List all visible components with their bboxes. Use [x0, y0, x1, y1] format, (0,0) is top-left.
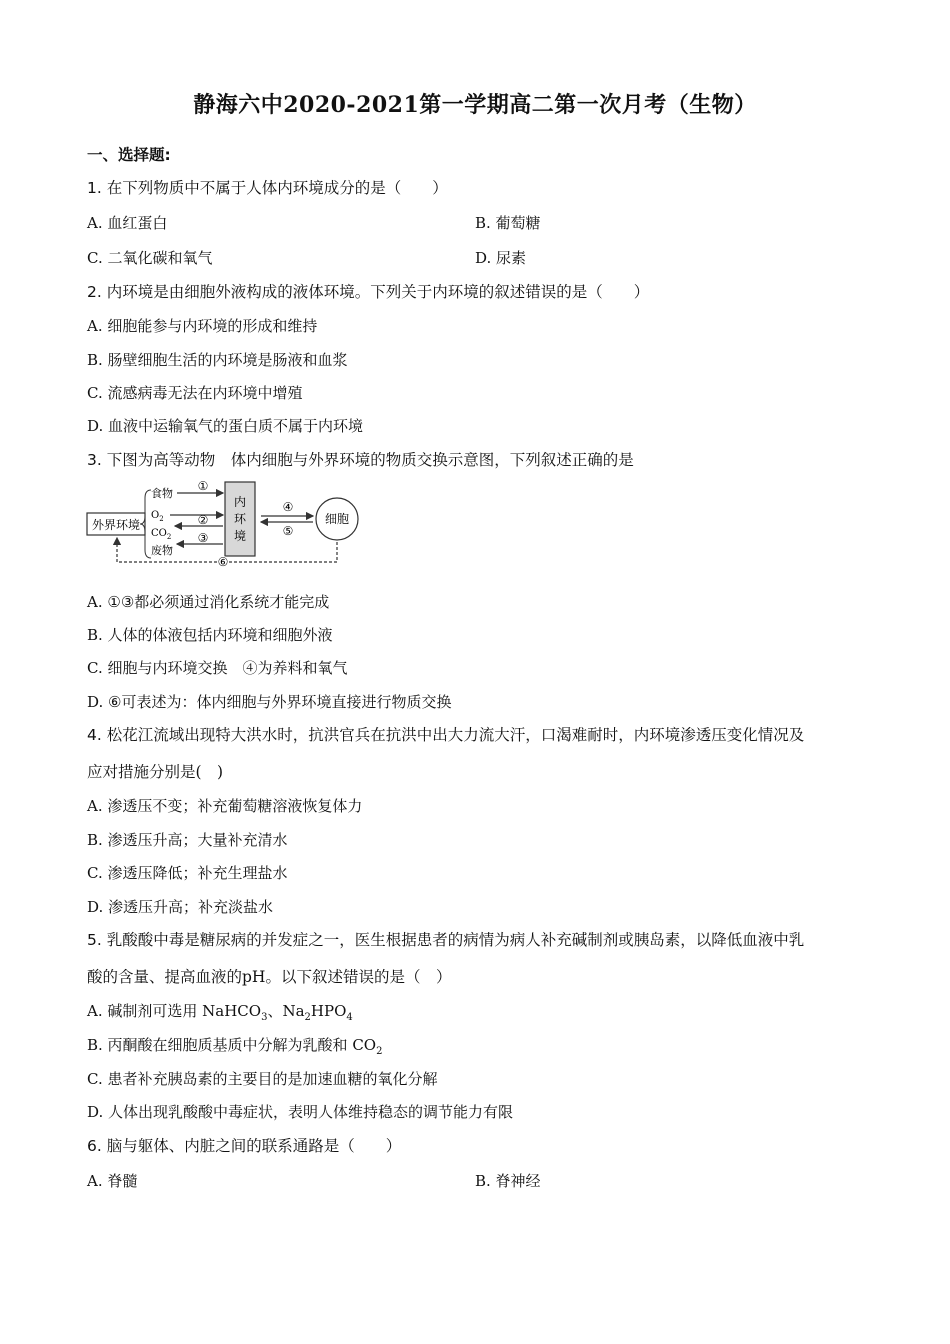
- question-2: [87, 282, 649, 302]
- question-number: 2.: [87, 283, 102, 301]
- option-b: B. 渗透压升高；大量补充清水: [87, 831, 288, 849]
- question-4: [87, 725, 804, 745]
- question-number: 6.: [87, 1137, 102, 1155]
- option-d: D. 渗透压升高；补充淡盐水: [87, 898, 274, 916]
- option-b: B. 葡萄糖: [475, 214, 541, 232]
- option-c: C. 流感病毒无法在内环境中增殖: [87, 384, 303, 402]
- option-b: B. 丙酮酸在细胞质基质中分解为乳酸和 $CO_2$: [87, 1036, 383, 1057]
- page-title: 静海六中2020-2021第一学期高二第一次月考（生物）: [193, 92, 757, 118]
- question-number: 1.: [87, 179, 102, 197]
- option-b: B. 人体的体液包括内环境和细胞外液: [87, 626, 333, 644]
- option-b: B. 脊神经: [475, 1172, 541, 1190]
- option-d: D. 血液中运输氧气的蛋白质不属于内环境: [87, 417, 364, 435]
- question-stem: 脑与躯体、内脏之间的联系通路是（ ）: [106, 1137, 402, 1155]
- option-d: D. ⑥可表述为：体内细胞与外界环境直接进行物质交换: [87, 693, 452, 711]
- cell-label: 细胞: [324, 512, 350, 526]
- option-a: A. ①③都必须通过消化系统才能完成: [87, 593, 330, 611]
- question-6: [87, 1136, 401, 1156]
- option-a: A. 血红蛋白: [87, 214, 168, 232]
- question-stem: 松花江流域出现特大洪水时，抗洪官兵在抗洪中出大力流大汗，口渴难耐时，内环境渗透压变化情况及: [106, 726, 805, 744]
- internal-env-char: 环: [233, 512, 247, 526]
- question-number: 5.: [87, 931, 102, 949]
- question-stem: 在下列物质中不属于人体内环境成分的是（ ）: [106, 179, 448, 197]
- question-number: 4.: [87, 726, 102, 744]
- question-stem: 内环境是由细胞外液构成的液体环境。下列关于内环境的叙述错误的是（ ）: [106, 283, 650, 301]
- co2-label: $CO_2$: [151, 528, 172, 541]
- section-heading: 一、选择题:: [87, 146, 171, 164]
- internal-env-char: 内: [233, 495, 247, 509]
- option-a: A. 渗透压不变；补充葡萄糖溶液恢复体力: [87, 797, 363, 815]
- question-number: 3.: [87, 451, 102, 469]
- marker-6: ⑥: [217, 555, 229, 569]
- option-d: D. 人体出现乳酸酸中毒症状，表明人体维持稳态的调节能力有限: [87, 1103, 514, 1121]
- question-4-stem-cont: 应对措施分别是( ): [87, 763, 224, 781]
- marker-5: ⑤: [282, 524, 294, 538]
- marker-1: ①: [197, 479, 209, 493]
- option-a: A. 脊髓: [87, 1172, 138, 1190]
- marker-2: ②: [197, 513, 209, 527]
- marker-4: ④: [282, 500, 294, 514]
- option-c: C. 渗透压降低；补充生理盐水: [87, 864, 288, 882]
- option-c: C. 二氧化碳和氧气: [87, 249, 213, 267]
- option-a: A. 碱制剂可选用 NaHCO$_3$、$Na_2HPO_4$: [87, 1002, 353, 1023]
- question-1: [87, 178, 448, 198]
- option-c: C. 患者补充胰岛素的主要目的是加速血糖的氧化分解: [87, 1070, 438, 1088]
- question-5: [87, 930, 804, 950]
- o2-label: $O_2$: [151, 510, 164, 523]
- question-3: [87, 450, 634, 470]
- question-5-stem-cont: 酸的含量、提高血液的pH。以下叙述错误的是（ ）: [87, 968, 452, 986]
- exchange-diagram: [85, 478, 365, 570]
- option-a: A. 细胞能参与内环境的形成和维持: [87, 317, 318, 335]
- internal-env-char: 境: [233, 529, 247, 543]
- marker-3: ③: [197, 531, 209, 545]
- food-label: 食物: [151, 487, 173, 500]
- outer-environment-label: 外界环境: [91, 518, 141, 532]
- waste-label: 废物: [151, 544, 173, 557]
- option-c: C. 细胞与内环境交换 ④为养料和氧气: [87, 659, 348, 677]
- question-stem: 下图为高等动物 体内细胞与外界环境的物质交换示意图，下列叙述正确的是: [106, 451, 634, 469]
- question-stem: 乳酸酸中毒是糖尿病的并发症之一，医生根据患者的病情为病人补充碱制剂或胰岛素，以降低血液中乳: [106, 931, 805, 949]
- option-b: B. 肠壁细胞生活的内环境是肠液和血浆: [87, 351, 348, 369]
- option-d: D. 尿素: [475, 249, 527, 267]
